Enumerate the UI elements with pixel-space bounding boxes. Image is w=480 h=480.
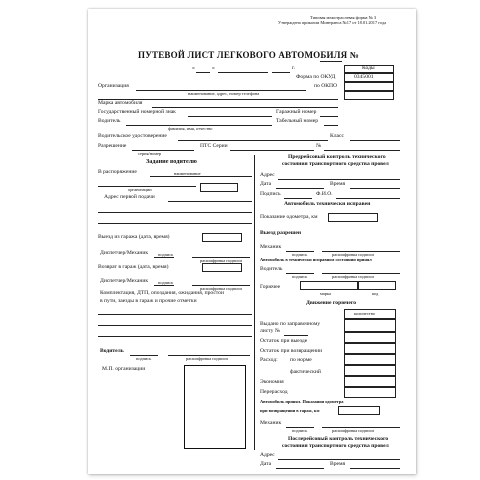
issued-sheet-number-field[interactable] <box>284 335 308 336</box>
pickup-address-line3[interactable] <box>98 223 252 224</box>
car-brand-field[interactable] <box>152 107 338 108</box>
garage-exit-label: Выезд из гаража (дата, время) <box>98 234 170 240</box>
pretrip-title-line1: Предрейсовый контроль технического <box>288 154 386 160</box>
issued-qty-field[interactable] <box>344 319 396 332</box>
pretrip-time-label: Время <box>330 181 346 187</box>
dispatcher1-sign-hint: подпись <box>158 252 174 257</box>
pretrip-fio-label: Ф.И.О. <box>316 191 333 197</box>
tab-number-label: Табельный номер <box>276 118 319 124</box>
posttrip-time-field[interactable] <box>350 468 400 469</box>
garage-number-field[interactable] <box>320 116 338 117</box>
economy-label: Экономия <box>260 379 284 385</box>
pickup-address-line2[interactable] <box>98 212 252 213</box>
form-approval-line: Утверждена приказом Минтранса №17 от 18.01.2017 года <box>278 20 387 25</box>
pretrip-sign-field[interactable] <box>284 198 312 199</box>
quantity-header: количество <box>354 311 375 316</box>
mechanic1-decode-hint: расшифровка подписи <box>332 252 374 257</box>
actual-label: фактический <box>290 369 321 375</box>
pretrip-address-label: Адрес <box>260 172 275 178</box>
fuel-label: Горючее <box>260 284 281 290</box>
actual-qty-field[interactable] <box>344 365 396 376</box>
disposal-org-hint: организации <box>128 187 152 192</box>
driver-decode-hint: расшифровка подписи <box>186 356 228 361</box>
license-label: Водительское удостоверение <box>98 133 167 139</box>
permit-label: Разрешение <box>98 143 127 149</box>
pretrip-address-field[interactable] <box>278 179 400 180</box>
stamp-area <box>184 365 246 449</box>
disposal-hint: наименование <box>174 171 201 176</box>
car-ok-label: Автомобиль технически исправен <box>284 201 371 207</box>
overspend-qty-field[interactable] <box>344 387 396 398</box>
date-year-suffix: г. <box>292 65 296 71</box>
exit-allowed-label: Выезд разрешен <box>260 230 302 236</box>
car-accepted-label: Автомобиль в технически исправном состоянии принял <box>260 257 372 262</box>
by-norm-qty-field[interactable] <box>344 354 396 365</box>
return-garage-field[interactable] <box>202 263 242 272</box>
driver-accept-label: Водитель <box>260 266 283 272</box>
notes-line1: Комплектация, ДТП, опоздания, ожидания, простои <box>100 290 224 296</box>
gov-number-label: Государственный номерной знак <box>98 109 176 115</box>
accepted-odometer-line1: Автомобиль принял. Показания одометра <box>260 399 344 404</box>
form-number-field[interactable] <box>320 61 342 62</box>
remain-exit-label: Остаток при выезде <box>260 338 308 344</box>
consumption-label: Расход: <box>260 357 278 363</box>
column-divider <box>254 155 255 450</box>
pretrip-time-field[interactable] <box>350 188 400 189</box>
garage-number-label: Гаражный номер <box>276 109 317 115</box>
driver-accept-sign-hint: подпись <box>292 274 308 279</box>
posttrip-date-field[interactable] <box>276 468 324 469</box>
mechanic1-label: Механик <box>260 244 282 250</box>
waybill-form-sheet: Типовая межотраслевая форма № 3 Утверждена приказом Минтранса №17 от 18.01.2017 года ПУТЕВОЙ ЛИСТ ЛЕГКОВОГО АВТОМОБИЛЯ № « » г. Коды 0345001 Форма по ОКУД по ОКПО Организация наименование, адрес, номер телефона Марка автомобиля Государственный номерной знак Гаражный номер Водитель фамилия, имя, отчество Табельный номер Водительское удостоверение Класс Разрешение ПТС Серии № серия/номер Задание водителю В распоряжение наименование организации Адрес первой подачи Выезд из гаража (дата, время) Диспетчер/Механик подпись расшифровка подписи Возврат в гараж (дата, время) Диспетчер/Механик подпись расшифровка подписи Комплектация, ДТП, опоздания, ожидания, простои в пути, заезды в гараж и прочие отметки Водитель подпись расшифровка подписи М.П. организации Предрейсовый контроль технического состояния транспортного средства провел Адрес Дата Время Подпись Ф.И.О. Автомобиль технически исправен Показание одометра, км Выезд разрешен Механик подпись расшифровка подписи Автомобиль в технически исправном состоянии принял Водитель подпись расшифровка подписи Горючее марка код Движение горючего количество Выдано по заправочному листу № Остаток при выезде Остаток при возвращении Расход: по норме фактический Экономия Перерасход Автомобиль принял. Показания одометра при возвращении в гараж, км Механик подпись расшифровка подписи Послерейсовый контроль технического состояния транспортного средства провел Адрес Дата Время <box>88 9 416 474</box>
task-title: Задание водителю <box>146 158 197 165</box>
overspend-label: Перерасход <box>260 389 288 395</box>
driver-hint: фамилия, имя, отчество <box>168 126 213 131</box>
fuel-movement-title: Движение горючего <box>306 300 357 306</box>
notes-field-line1[interactable] <box>98 314 252 315</box>
fuel-code-hint: код <box>372 291 379 296</box>
odometer-field[interactable] <box>328 213 378 222</box>
dispatcher2-decode-hint: расшифровка подписи <box>200 286 242 291</box>
return-odometer-field[interactable] <box>338 406 380 415</box>
disposal-code-box[interactable] <box>200 183 238 192</box>
date-year-field[interactable] <box>272 72 290 73</box>
remain-return-qty-field[interactable] <box>344 343 396 354</box>
car-brand-label: Марка автомобиля <box>98 100 143 106</box>
fuel-brand-hint: марка <box>320 291 331 296</box>
org-label: Организация <box>98 83 129 89</box>
pretrip-fio-field[interactable] <box>336 198 400 199</box>
permit-hint: серия/номер <box>138 151 162 156</box>
pts-number-sign: № <box>316 143 322 149</box>
notes-line2: в пути, заезды в гараж и прочие отметки <box>100 298 197 304</box>
posttrip-title-line2: состояния транспортного средства провел <box>282 443 389 449</box>
accepted-odometer-line2: при возвращении в гараж, км <box>260 408 320 413</box>
pretrip-title-line2: состояния транспортного средства провел <box>282 161 389 167</box>
disposal-field[interactable] <box>150 176 252 177</box>
pickup-address-label: Адрес первой подачи <box>104 194 155 200</box>
issued-label: Выдано по заправочному <box>260 321 321 327</box>
class-label: Класс <box>330 133 344 139</box>
posttrip-title-line1: Послерейсовый контроль технического <box>288 436 389 442</box>
mechanic2-label: Механик <box>260 420 282 426</box>
return-garage-label: Возврат в гараж (дата, время) <box>98 264 169 270</box>
gov-number-field[interactable] <box>188 116 272 117</box>
dispatcher2-label: Диспетчер/Механик <box>100 278 149 284</box>
pickup-address-field[interactable] <box>168 201 252 202</box>
mechanic2-sign-hint: подпись <box>292 428 308 433</box>
okud-label: Форма по ОКУД <box>296 74 336 80</box>
notes-field-line3[interactable] <box>98 336 252 337</box>
date-day-field[interactable] <box>196 72 210 73</box>
odometer-label: Показание одометра, км <box>260 214 318 220</box>
posttrip-address-label: Адрес <box>260 452 275 458</box>
remain-exit-qty-field[interactable] <box>344 332 396 343</box>
tab-number-field[interactable] <box>324 125 338 126</box>
pretrip-date-field[interactable] <box>276 188 324 189</box>
org-hint: наименование, адрес, номер телефона <box>188 91 260 96</box>
pts-series-field[interactable] <box>230 150 314 151</box>
driver-sign-hint: подпись <box>136 356 152 361</box>
mechanic2-decode-hint: расшифровка подписи <box>332 428 374 433</box>
issued-label-2: листу № <box>260 328 281 334</box>
okud-code: 0345001 <box>354 74 374 80</box>
fuel-brand-field[interactable] <box>300 281 358 290</box>
remain-return-label: Остаток при возвращении <box>260 348 323 354</box>
stamp-label: М.П. организации <box>102 366 146 372</box>
okpo-label: по ОКПО <box>314 83 338 89</box>
dispatcher1-label: Диспетчер/Механик <box>100 250 149 256</box>
posttrip-time-label: Время <box>330 461 346 467</box>
form-type-line: Типовая межотраслевая форма № 3 <box>310 15 377 20</box>
driver-label: Водитель <box>98 118 121 124</box>
pretrip-sign-label: Подпись <box>260 191 281 197</box>
okpo-code-cell[interactable] <box>344 82 394 91</box>
posttrip-date-label: Дата <box>260 461 272 467</box>
by-norm-label: по норме <box>290 357 312 363</box>
driver-sign-label: Водитель <box>100 348 124 354</box>
pts-series-label: ПТС Серии <box>200 143 228 149</box>
fuel-code-field[interactable] <box>358 281 396 290</box>
dispatcher2-sign-hint: подпись <box>158 280 174 285</box>
license-field[interactable] <box>178 140 328 141</box>
mechanic1-sign-hint: подпись <box>292 252 308 257</box>
notes-field-line2[interactable] <box>98 325 252 326</box>
extra-code-cell[interactable] <box>344 91 394 100</box>
pts-number-field[interactable] <box>324 150 400 151</box>
garage-exit-field[interactable] <box>202 233 242 242</box>
economy-qty-field[interactable] <box>344 376 396 387</box>
disposal-label: В распоряжение <box>98 169 137 175</box>
form-title: ПУТЕВОЙ ЛИСТ ЛЕГКОВОГО АВТОМОБИЛЯ № <box>138 50 360 60</box>
dispatcher1-decode-hint: расшифровка подписи <box>200 258 242 263</box>
date-month-field[interactable] <box>218 72 268 73</box>
driver-accept-decode-hint: расшифровка подписи <box>332 274 374 279</box>
class-field[interactable] <box>350 140 400 141</box>
codes-header: Коды <box>362 65 375 71</box>
pretrip-date-label: Дата <box>260 181 272 187</box>
posttrip-address-field[interactable] <box>278 459 400 460</box>
